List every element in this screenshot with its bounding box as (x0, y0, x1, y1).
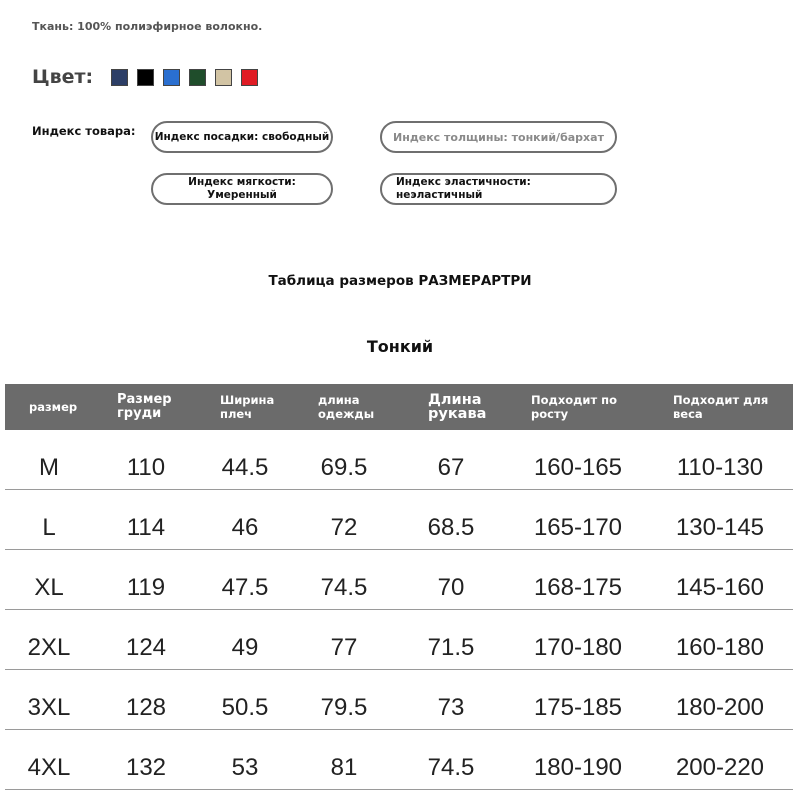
size-table-title: Таблица размеров РАЗМЕРАРТРИ (268, 273, 532, 289)
elasticity-index-pill (380, 173, 617, 205)
table-row (5, 490, 793, 550)
fit-index-pill (151, 121, 333, 153)
cell-weight: 145-160 (675, 574, 765, 601)
cell-sleeve: 67 (437, 454, 465, 481)
cell-height: 180-190 (533, 754, 623, 781)
cell-shoulder: 50.5 (221, 694, 269, 721)
cell-size: L (42, 514, 56, 541)
cell-size: 2XL (27, 634, 71, 661)
color-swatch-dark-green[interactable] (189, 69, 206, 86)
cell-size: M (39, 454, 59, 481)
softness-index-label: Индекс мягкости: (188, 176, 296, 188)
header-sleeve: Длина рукава (428, 392, 487, 422)
cell-sleeve: 73 (437, 694, 465, 721)
color-swatch-royal-blue[interactable] (163, 69, 180, 86)
softness-index-pill (151, 173, 333, 205)
cell-size: 3XL (27, 694, 71, 721)
cell-length: 79.5 (320, 694, 368, 721)
cell-chest: 110 (126, 454, 166, 481)
thickness-index-pill (380, 121, 617, 153)
fit-index-text: Индекс посадки: свободный (154, 130, 330, 143)
table-row (5, 730, 793, 790)
table-row (5, 610, 793, 670)
cell-sleeve: 74.5 (427, 754, 475, 781)
header-size: размер (29, 400, 78, 414)
cell-weight: 130-145 (675, 514, 765, 541)
cell-length: 77 (330, 634, 358, 661)
cell-chest: 114 (126, 514, 166, 541)
color-label: Цвет: (32, 66, 94, 88)
cell-shoulder: 49 (231, 634, 259, 661)
cell-size: 4XL (27, 754, 71, 781)
header-weight: Подходит для веса (673, 393, 769, 421)
cell-sleeve: 68.5 (427, 514, 475, 541)
color-swatch-navy[interactable] (111, 69, 128, 86)
cell-length: 72 (330, 514, 358, 541)
cell-chest: 132 (125, 754, 167, 781)
cell-height: 160-165 (533, 454, 623, 481)
thickness-index-text: Индекс толщины: тонкий/бархат (393, 130, 604, 144)
cell-weight: 110-130 (676, 454, 764, 481)
header-length: длина одежды (318, 393, 375, 421)
header-height: Подходит по росту (531, 393, 617, 421)
cell-weight: 200-220 (675, 754, 765, 781)
cell-shoulder: 44.5 (221, 454, 269, 481)
cell-height: 168-175 (533, 574, 623, 601)
size-table-header (5, 384, 793, 430)
cell-height: 165-170 (533, 514, 623, 541)
cell-chest: 119 (126, 574, 166, 601)
cell-size: XL (34, 574, 64, 601)
cell-sleeve: 70 (437, 574, 465, 601)
header-chest: Размер груди (117, 392, 172, 421)
header-shoulder: Ширина плеч (220, 393, 275, 421)
softness-index-value: Умеренный (207, 189, 277, 201)
size-table-subtitle: Тонкий (366, 337, 434, 356)
cell-height: 175-185 (533, 694, 623, 721)
table-row (5, 430, 793, 490)
cell-sleeve: 71.5 (427, 634, 475, 661)
table-row (5, 550, 793, 610)
color-swatch-khaki[interactable] (215, 69, 232, 86)
product-index-label: Индекс товара: (32, 124, 136, 138)
cell-chest: 128 (125, 694, 167, 721)
elasticity-index-label: Индекс эластичности: (396, 176, 531, 188)
cell-length: 69.5 (320, 454, 368, 481)
cell-chest: 124 (125, 634, 167, 661)
cell-weight: 160-180 (675, 634, 765, 661)
cell-length: 74.5 (320, 574, 368, 601)
cell-length: 81 (330, 754, 358, 781)
cell-shoulder: 53 (231, 754, 259, 781)
elasticity-index-value: неэластичный (396, 189, 483, 201)
color-swatch-black[interactable] (137, 69, 154, 86)
cell-shoulder: 46 (231, 514, 259, 541)
cell-shoulder: 47.5 (221, 574, 269, 601)
fabric-composition: Ткань: 100% полиэфирное волокно. (32, 20, 263, 33)
cell-weight: 180-200 (675, 694, 765, 721)
color-row (32, 66, 267, 88)
size-table-body (5, 430, 793, 790)
color-swatch-red[interactable] (241, 69, 258, 86)
table-row (5, 670, 793, 730)
cell-height: 170-180 (533, 634, 623, 661)
